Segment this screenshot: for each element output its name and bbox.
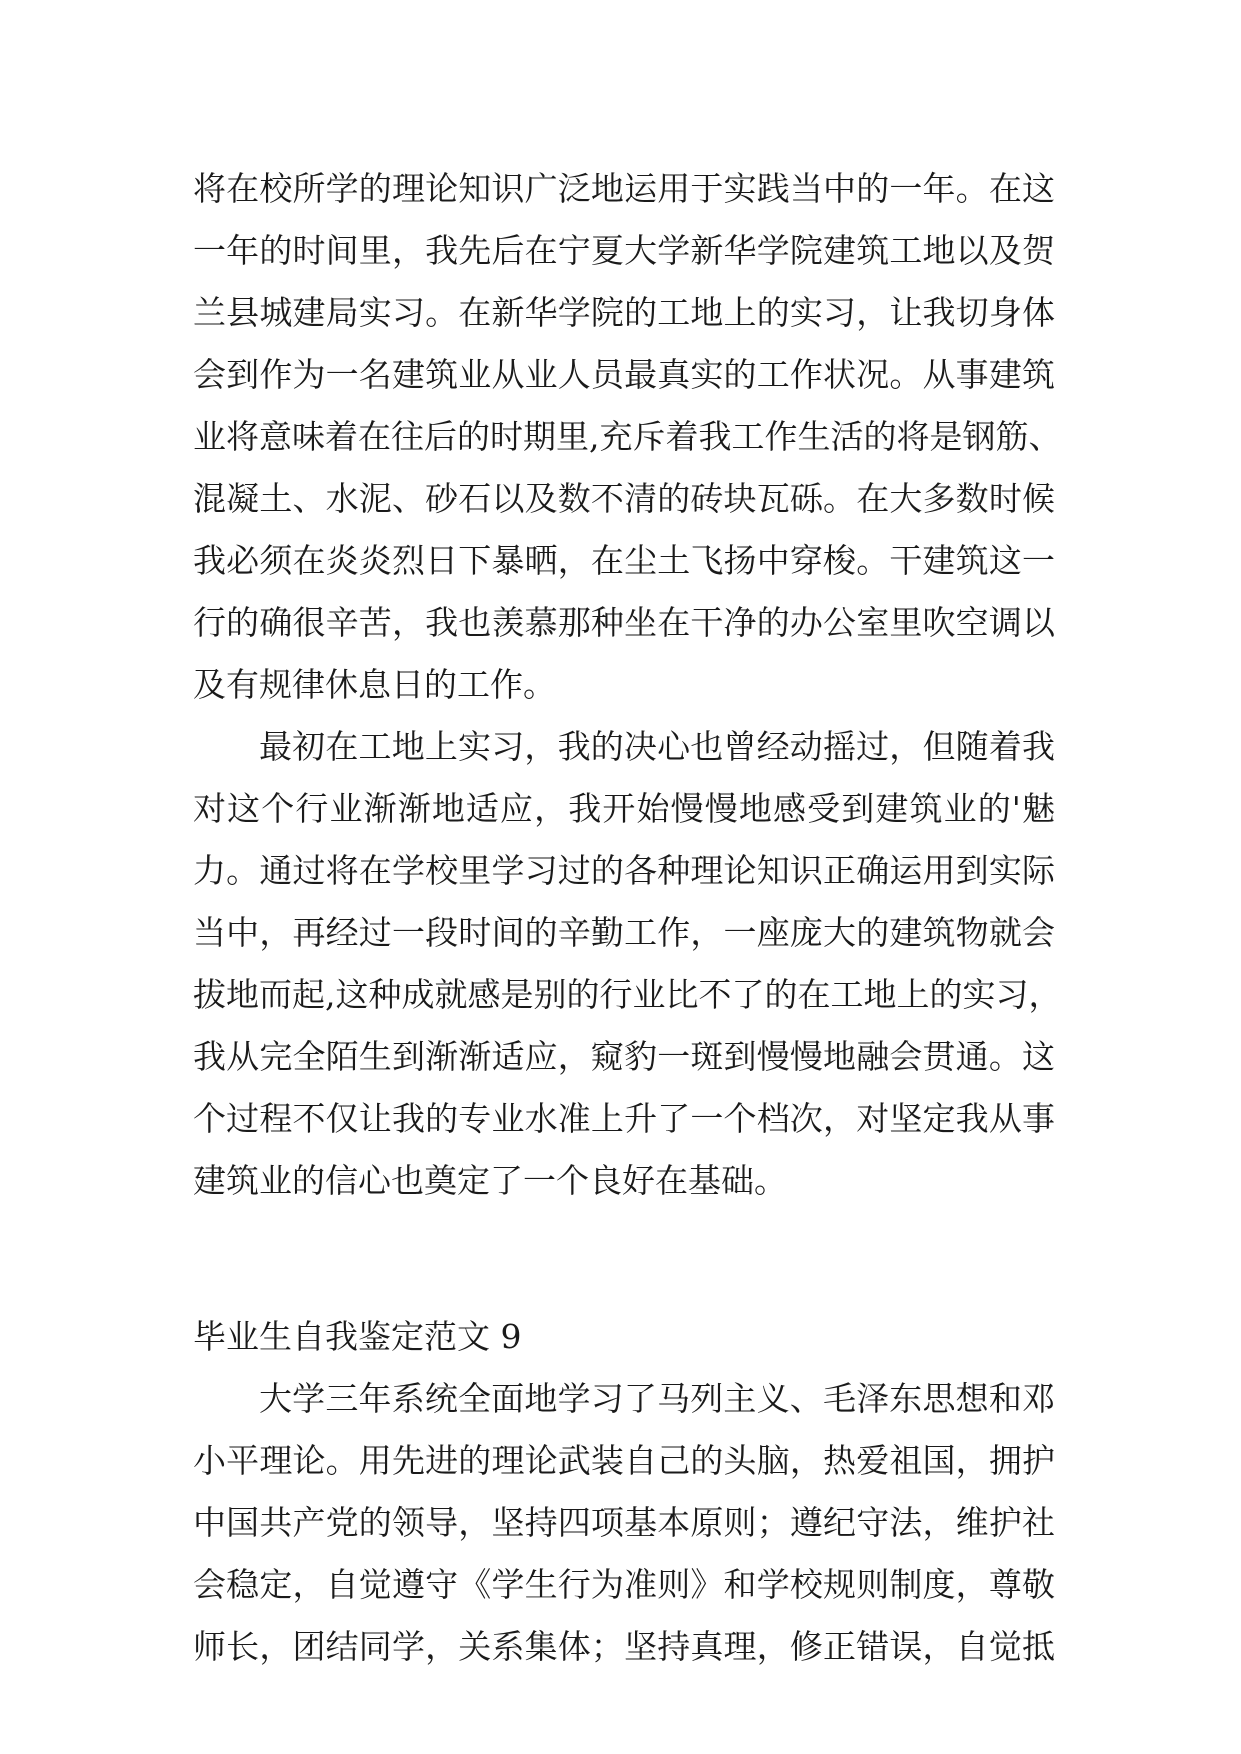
text-line: 行的确很辛苦，我也羡慕那种坐在干净的办公室里吹空调以 bbox=[193, 603, 1055, 642]
paragraph-1 bbox=[193, 158, 1062, 716]
text-line: 最初在工地上实习，我的决心也曾经动摇过，但随着我 bbox=[259, 727, 1055, 766]
text-line: 将在校所学的理论知识广泛地运用于实践当中的一年。在这 bbox=[193, 169, 1055, 208]
text-line: 当中，再经过一段时间的辛勤工作，一座庞大的建筑物就会 bbox=[193, 913, 1055, 952]
text-line: 业将意味着在往后的时期里,充斥着我工作生活的将是钢筋、 bbox=[193, 417, 1062, 456]
paragraph-3 bbox=[193, 1368, 1055, 1678]
text-line: 混凝土、水泥、砂石以及数不清的砖块瓦砾。在大多数时候 bbox=[193, 479, 1055, 518]
text-line: 我必须在炎炎烈日下暴晒，在尘土飞扬中穿梭。干建筑这一 bbox=[193, 541, 1055, 580]
section-gap bbox=[193, 1212, 1055, 1306]
text-line: 拔地而起,这种成就感是别的行业比不了的在工地上的实习， bbox=[193, 975, 1062, 1014]
document-page bbox=[193, 158, 1062, 1678]
text-line: 大学三年系统全面地学习了马列主义、毛泽东思想和邓 bbox=[259, 1379, 1055, 1418]
text-line: 个过程不仅让我的专业水准上升了一个档次，对坚定我从事 bbox=[193, 1099, 1055, 1138]
text-line: 小平理论。用先进的理论武装自己的头脑，热爱祖国，拥护 bbox=[193, 1441, 1055, 1480]
text-line: 建筑业的信心也奠定了一个良好在基础。 bbox=[193, 1161, 787, 1200]
text-line: 及有规律休息日的工作。 bbox=[193, 665, 556, 704]
text-line: 中国共产党的领导，坚持四项基本原则；遵纪守法，维护社 bbox=[193, 1503, 1055, 1542]
text-line: 兰县城建局实习。在新华学院的工地上的实习，让我切身体 bbox=[193, 293, 1055, 332]
text-line: 会到作为一名建筑业从业人员最真实的工作状况。从事建筑 bbox=[193, 355, 1055, 394]
section-heading: 毕业生自我鉴定范文 9 bbox=[193, 1317, 522, 1356]
text-line: 师长，团结同学，关系集体；坚持真理，修正错误，自觉抵 bbox=[193, 1627, 1055, 1666]
paragraph-2 bbox=[193, 716, 1062, 1212]
text-line: 会稳定，自觉遵守《学生行为准则》和学校规则制度，尊敬 bbox=[193, 1565, 1055, 1604]
text-line: 力。通过将在学校里学习过的各种理论知识正确运用到实际 bbox=[193, 851, 1055, 890]
text-line: 我从完全陌生到渐渐适应，窥豹一斑到慢慢地融会贯通。这 bbox=[193, 1037, 1055, 1076]
text-line: 对这个行业渐渐地适应，我开始慢慢地感受到建筑业的'魅 bbox=[193, 789, 1055, 828]
text-line: 一年的时间里，我先后在宁夏大学新华学院建筑工地以及贺 bbox=[193, 231, 1055, 270]
